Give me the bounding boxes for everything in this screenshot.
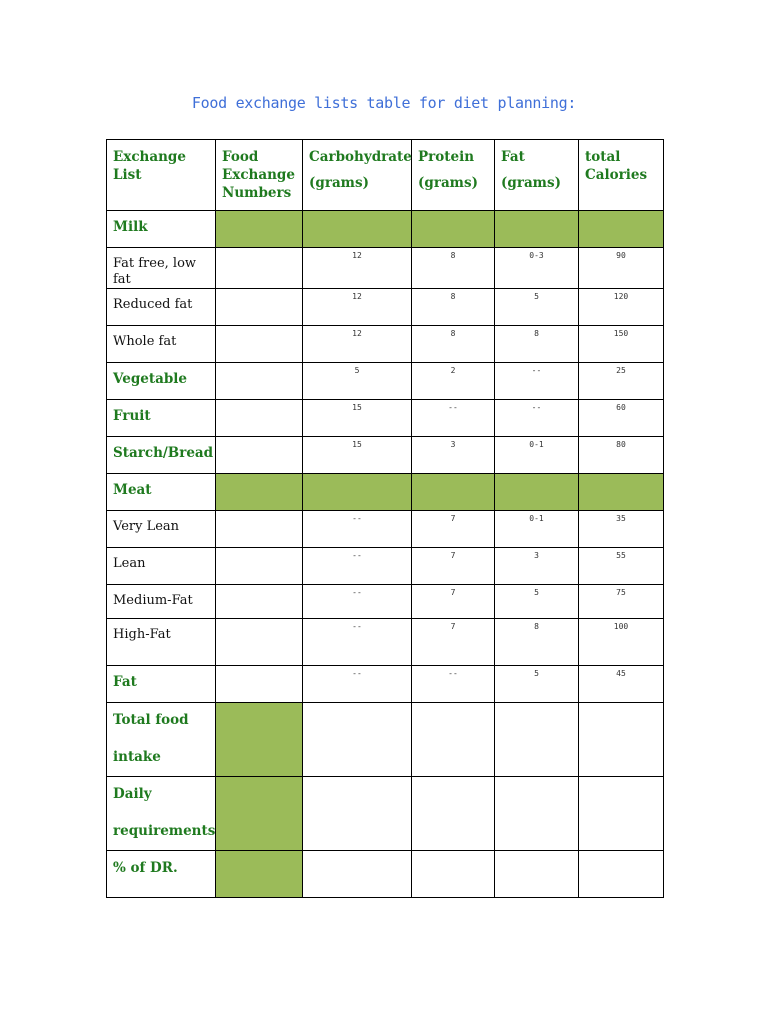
row-label: Meat [107, 474, 216, 511]
header-exchange-list: Exchange List [107, 140, 216, 211]
table-row [107, 248, 664, 289]
protein-cell: 7 [412, 585, 495, 619]
carb-cell: 12 [303, 289, 412, 326]
carb-cell: 12 [303, 326, 412, 363]
fat-cell: 3 [495, 548, 579, 585]
header-row [107, 140, 664, 211]
summary-value-cell[interactable] [412, 703, 495, 777]
food-exchange-number-cell[interactable] [216, 326, 303, 363]
fat-cell: -- [495, 400, 579, 437]
fat-cell: 0-1 [495, 511, 579, 548]
header-fat: Fat (grams) [495, 140, 579, 211]
carb-cell: -- [303, 619, 412, 666]
summary-value-cell[interactable] [495, 777, 579, 851]
food-exchange-number-cell[interactable] [216, 548, 303, 585]
calories-cell: 150 [579, 326, 664, 363]
carb-cell [303, 474, 412, 511]
summary-value-cell[interactable] [412, 851, 495, 898]
row-label: Fat [107, 666, 216, 703]
calories-cell: 100 [579, 619, 664, 666]
table-row [107, 585, 664, 619]
calories-cell: 80 [579, 437, 664, 474]
food-exchange-number-cell[interactable] [216, 400, 303, 437]
food-exchange-number-cell [216, 851, 303, 898]
protein-cell: 7 [412, 548, 495, 585]
summary-label-line2: intake [113, 749, 161, 765]
table-row [107, 619, 664, 666]
food-exchange-number-cell[interactable] [216, 666, 303, 703]
carb-cell: 15 [303, 400, 412, 437]
summary-value-cell[interactable] [579, 777, 664, 851]
protein-cell: -- [412, 666, 495, 703]
fat-cell: 5 [495, 585, 579, 619]
calories-cell: 55 [579, 548, 664, 585]
summary-value-cell[interactable] [303, 777, 412, 851]
summary-value-cell[interactable] [495, 851, 579, 898]
protein-cell: 8 [412, 248, 495, 289]
food-exchange-number-cell [216, 703, 303, 777]
table-row [107, 326, 664, 363]
summary-label [107, 703, 216, 777]
calories-cell: 90 [579, 248, 664, 289]
table-row [107, 666, 664, 703]
table-row [107, 400, 664, 437]
page-title: Food exchange lists table for diet planning: [191, 94, 577, 112]
fat-cell [495, 474, 579, 511]
calories-cell: 75 [579, 585, 664, 619]
carb-cell: 12 [303, 248, 412, 289]
food-exchange-number-cell[interactable] [216, 474, 303, 511]
food-exchange-number-cell[interactable] [216, 248, 303, 289]
row-label: Fruit [107, 400, 216, 437]
fat-cell: 8 [495, 619, 579, 666]
fat-cell: 5 [495, 666, 579, 703]
calories-cell: 120 [579, 289, 664, 326]
summary-label-line1: Daily [113, 786, 152, 802]
summary-label-line1: % of DR. [113, 860, 178, 876]
fat-cell: -- [495, 363, 579, 400]
table-row [107, 437, 664, 474]
unit-label: (grams) [501, 175, 561, 191]
food-exchange-number-cell[interactable] [216, 289, 303, 326]
fat-cell: 0-1 [495, 437, 579, 474]
table-row [107, 511, 664, 548]
protein-cell: 7 [412, 511, 495, 548]
row-label: Starch/Bread [107, 437, 216, 474]
summary-value-cell[interactable] [412, 777, 495, 851]
table-row [107, 363, 664, 400]
summary-row [107, 851, 664, 898]
food-exchange-number-cell[interactable] [216, 363, 303, 400]
summary-row [107, 777, 664, 851]
calories-cell: 35 [579, 511, 664, 548]
carb-cell: -- [303, 666, 412, 703]
table-row [107, 548, 664, 585]
header-protein: Protein (grams) [412, 140, 495, 211]
food-exchange-number-cell[interactable] [216, 211, 303, 248]
summary-label [107, 851, 216, 898]
exchange-table [106, 139, 664, 898]
fat-cell: 0-3 [495, 248, 579, 289]
carb-cell [303, 211, 412, 248]
calories-cell: 25 [579, 363, 664, 400]
carb-cell: 15 [303, 437, 412, 474]
protein-cell: 7 [412, 619, 495, 666]
carb-cell: -- [303, 585, 412, 619]
row-label: Milk [107, 211, 216, 248]
protein-cell: -- [412, 400, 495, 437]
row-label: Reduced fat [107, 289, 216, 326]
protein-cell: 2 [412, 363, 495, 400]
food-exchange-number-cell [216, 777, 303, 851]
table-row [107, 474, 664, 511]
summary-label-line1: Total food [113, 712, 189, 728]
summary-label-line2: requirements [113, 823, 216, 839]
unit-label: (grams) [418, 175, 478, 191]
table-row [107, 211, 664, 248]
carb-cell: -- [303, 511, 412, 548]
row-label: Fat free, low fat [107, 248, 216, 289]
carb-cell: 5 [303, 363, 412, 400]
fat-cell: 8 [495, 326, 579, 363]
protein-cell: 8 [412, 326, 495, 363]
protein-cell: 8 [412, 289, 495, 326]
row-label: Whole fat [107, 326, 216, 363]
calories-cell [579, 474, 664, 511]
summary-row [107, 703, 664, 777]
header-total-calories: total Calories [579, 140, 664, 211]
fat-cell: 5 [495, 289, 579, 326]
protein-cell [412, 211, 495, 248]
summary-value-cell[interactable] [495, 703, 579, 777]
row-label: Vegetable [107, 363, 216, 400]
row-label: High-Fat [107, 619, 216, 666]
food-exchange-number-cell[interactable] [216, 585, 303, 619]
row-label: Lean [107, 548, 216, 585]
row-label: Medium-Fat [107, 585, 216, 619]
protein-cell: 3 [412, 437, 495, 474]
row-label: Very Lean [107, 511, 216, 548]
header-food-exchange-numbers: Food Exchange Numbers [216, 140, 303, 211]
calories-cell: 60 [579, 400, 664, 437]
food-exchange-number-cell[interactable] [216, 437, 303, 474]
carb-cell: -- [303, 548, 412, 585]
summary-value-cell[interactable] [579, 851, 664, 898]
summary-value-cell[interactable] [303, 851, 412, 898]
summary-value-cell[interactable] [579, 703, 664, 777]
food-exchange-number-cell[interactable] [216, 619, 303, 666]
protein-cell [412, 474, 495, 511]
unit-label: (grams) [309, 175, 369, 191]
calories-cell: 45 [579, 666, 664, 703]
summary-value-cell[interactable] [303, 703, 412, 777]
summary-label [107, 777, 216, 851]
food-exchange-number-cell[interactable] [216, 511, 303, 548]
header-carbohydrate: Carbohydrate (grams) [303, 140, 412, 211]
fat-cell [495, 211, 579, 248]
table-row [107, 289, 664, 326]
calories-cell [579, 211, 664, 248]
